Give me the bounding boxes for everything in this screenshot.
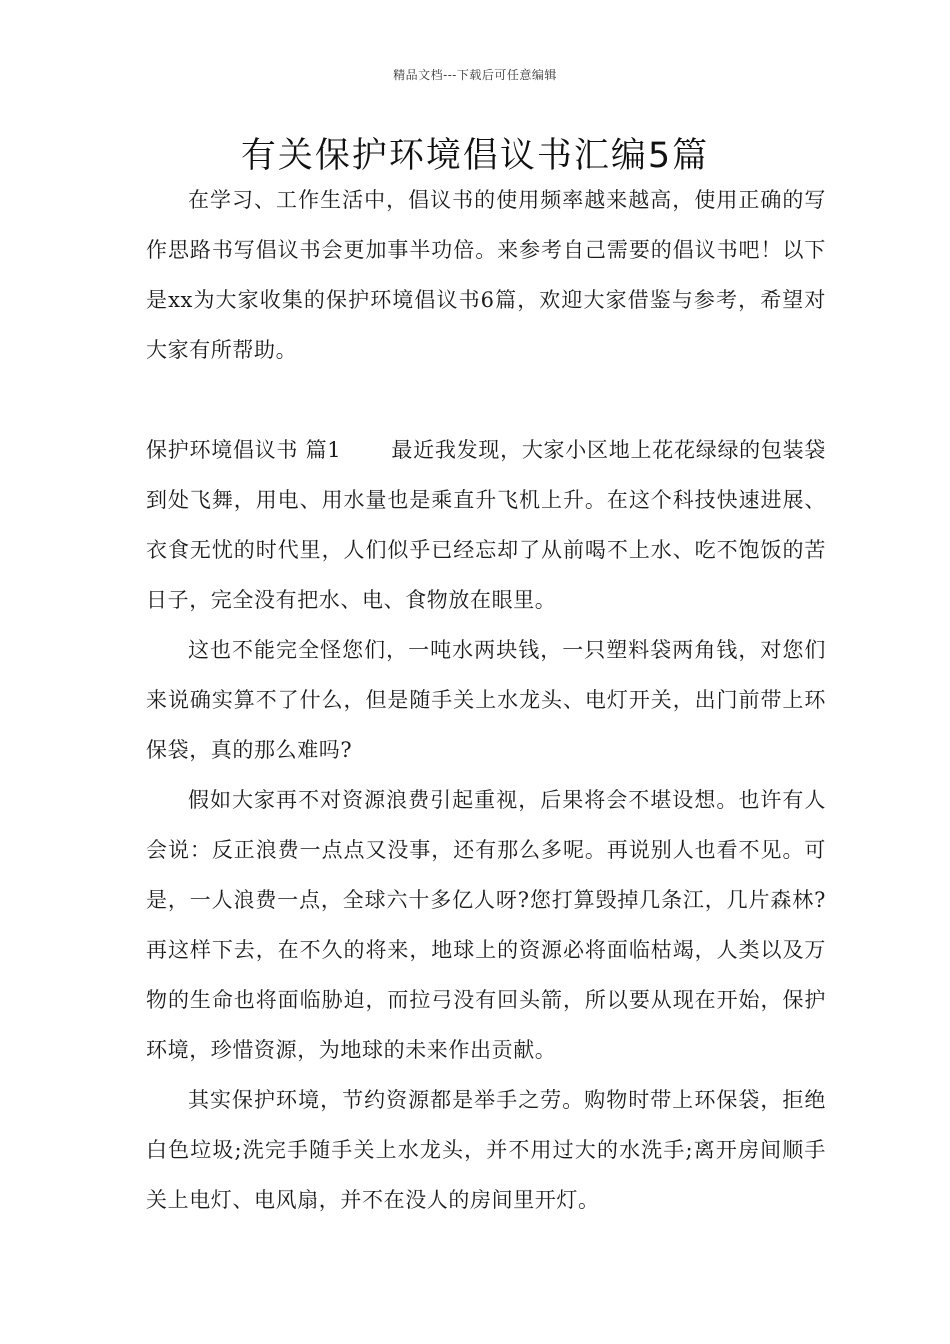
section-1-first-paragraph: [146, 425, 826, 625]
intro-paragraph: 在学习、工作生活中，倡议书的使用频率越来越高，使用正确的写作思路书写倡议书会更加事半功倍。来参考自己需要的倡议书吧！以下是xx为大家收集的保护环境倡议书6篇，欢迎大家借鉴与参考，希望对大家有所帮助。: [146, 188, 826, 362]
document-title: 有关保护环境倡议书汇编5篇: [240, 136, 710, 176]
section-1-label: 保护环境倡议书 篇1: [146, 438, 342, 462]
section-1-paragraph-3: 假如大家再不对资源浪费引起重视，后果将会不堪设想。也许有人会说：反正浪费一点点又没事，还有那么多呢。再说别人也看不见。可是，一人浪费一点，全球六十多亿人呀?您打算毁掉几条江，几片森林?再这样下去，在不久的将来，地球上的资源必将面临枯竭，人类以及万物的生命也将面临胁迫，而拉弓没有回头箭，所以要从现在开始，保护环境，珍惜资源，为地球的未来作出贡献。: [146, 788, 826, 1062]
section-1-paragraph-4: 其实保护环境，节约资源都是举手之劳。购物时带上环保袋，拒绝白色垃圾;洗完手随手关上水龙头，并不用过大的水洗手;离开房间顺手关上电灯、电风扇，并不在没人的房间里开灯。: [146, 1088, 826, 1212]
section-1-paragraph-2: 这也不能完全怪您们，一吨水两块钱，一只塑料袋两角钱，对您们来说确实算不了什么，但是随手关上水龙头、电灯开关，出门前带上环保袋，真的那么难吗?: [146, 638, 826, 762]
header-note: 精品文档---下载后可任意编辑: [393, 68, 557, 82]
section-1-paragraph-1: 最近我发现，大家小区地上花花绿绿的包装袋到处飞舞，用电、用水量也是乘直升飞机上升。在这个科技快速进展、衣食无忧的时代里，人们似乎已经忘却了从前喝不上水、吃不饱饭的苦日子，完全没有把水、电、食物放在眼里。: [146, 438, 826, 612]
